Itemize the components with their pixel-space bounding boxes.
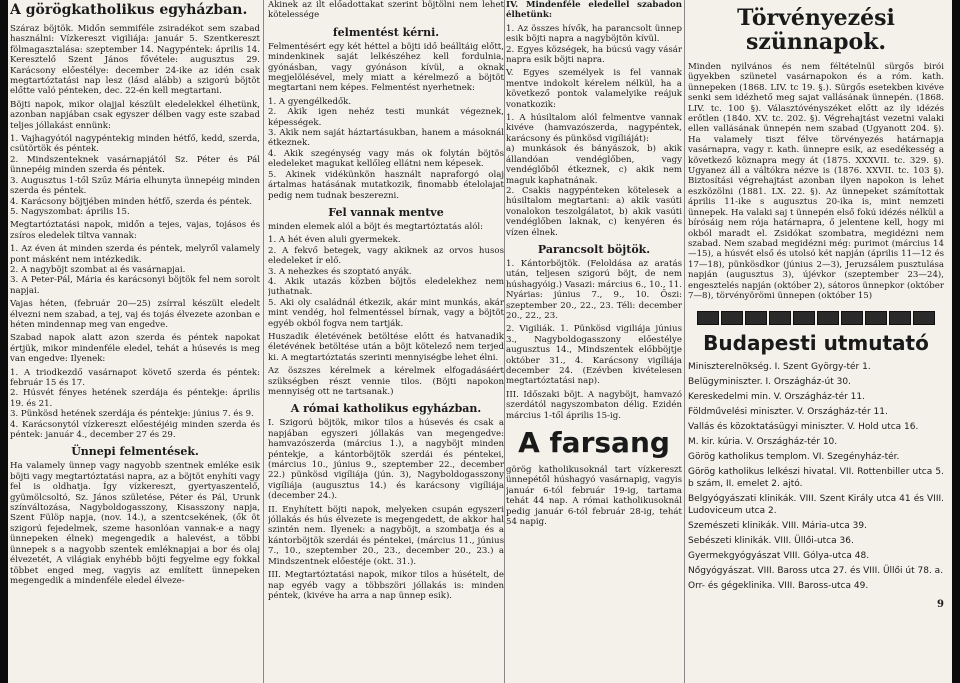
page-number: 9 xyxy=(937,599,944,611)
paragraph-seasonal-fast: III. Időszaki böjt. A nagyböjt, hamvazó szerdától nagyszombaton délig. Ezidén március 1-től április 15-ig. xyxy=(506,389,682,421)
column-dispensations xyxy=(268,0,504,683)
decorative-square xyxy=(697,311,719,325)
paragraph-requests-note: Az öszszes kérelmek a kérelmek elfogadásáért szükségben részt vennie tilos. (Böjti napokon mennyiség ott ne tartsanak.) xyxy=(268,366,504,397)
list-item: 3. Pünkösd hetének szerdája és péntekje: június 7. és 9. xyxy=(10,409,254,420)
directory-entry: Vallás és közoktatásügyi miniszter. V. Hold utca 16. xyxy=(688,422,919,433)
list-item: 5. Nagyszombat: április 15. xyxy=(10,206,130,217)
directory-entry: Földművelési miniszter. V. Országház-tér 11. xyxy=(688,407,888,418)
list-item: 2. Akik igen nehéz testi munkát végeznek, képességek. xyxy=(268,107,504,128)
list-item: 1. A hét éven aluli gyermekek. xyxy=(268,235,401,246)
list-item: 2. A nagyböjt szombat ai és vasárnapjai. xyxy=(10,264,186,275)
directory-entry: Sebészeti klinikák. VIII. Üllői-utca 36. xyxy=(688,536,854,547)
section-heading-request-dispensation: felmentést kérni. xyxy=(332,25,440,39)
paragraph-dry-fasts: Száraz böjtök. Midőn semmiféle zsiradékot sem szabad használni: Vízkereszt vigiliája: január 5. Szentkereszt fölmagasztalása: szeptember 14. Nagypéntek: április 14. Keresztelő Szent János fővétele: augusztus 29. Karácsony előestélye: december 24-ike az idén csak megtartóztatási nap lesz (lásd alább) a szigorú böjtöt előtte való pénteken, dec. 22-én kell megtartani. xyxy=(10,24,260,97)
section-heading-prescribed-fasts: Parancsolt böjtök. xyxy=(537,242,651,256)
decorative-square xyxy=(721,311,743,325)
paragraph-butter-week: Vajas héten, (február 20—25) zsírral készült eledelt élvezni nem szabad, a tej, vaj és tojás élvezete azonban e héten mindennap meg van engedve. xyxy=(10,299,260,330)
list-item: 5. Aki oly családnál étkezik, akár mint munkás, akár mint vendég, hol felmentéssel bírnak, vagy a böjtöt egyéb okból fogva nem tartják. xyxy=(268,297,504,329)
list-item: 4. Karácsony böjtjében minden hétfő, szerda és péntek. xyxy=(10,196,253,207)
list-item: 3. A Peter-Pál, Mária és karácsonyi böjtök fel nem sorolt napjai. xyxy=(10,275,260,296)
list-exempt xyxy=(268,235,504,329)
paragraph-mitigated-fasts: II. Enyhített böjti napok, melyeken csupán egyszeri jóllakás és hús élvezete is megengedett, de akkor hal szintén nem. Ilyenek: a nagyböjt, a szombatja és a kántorböjtök szerdái és péntekei, (március 11., június 7., 10., szeptember 20., 23., december 20., 23.) a Mindszentnek előestéje (okt. 31.). xyxy=(268,504,504,567)
directory-entry: Kereskedelmi min. V. Országház-tér 11. xyxy=(688,392,865,403)
list-item: 4. Karácsonytól vízkereszt előestéjéig minden szerda és péntek: január 4., december 27 és 29. xyxy=(10,419,260,441)
column-court-holidays xyxy=(688,0,944,683)
list-item: 1. Az összes hívők, ha parancsolt ünnep esik böjti napra a nagyböjtön kívül. xyxy=(506,23,682,45)
list-item: 2. Mindszenteknek vasárnapjától Sz. Péter és Pál ünnepéig minden szerda és péntek. xyxy=(10,154,260,176)
list-eligible xyxy=(268,97,504,201)
column-divider xyxy=(263,0,264,683)
directory-entry: Belügyminiszter. I. Országház-út 30. xyxy=(688,377,851,388)
list-item: 1. Az éven át minden szerda és péntek, melyről valamely pont másként nem intézkedik. xyxy=(10,244,260,265)
column-divider xyxy=(504,0,505,683)
column-divider xyxy=(684,0,685,683)
list-item: 1. A húsiltalom alól felmentve vannak kivéve (hamvazószerda, nagypéntek, karácsony és pünkösd vigíliáját): xyxy=(506,113,682,144)
list-item: 2. A fekvő betegek, vagy akiknek az orvos husos eledeleket ír elő. xyxy=(268,245,504,267)
list-fast-days xyxy=(10,134,260,217)
section-heading-carnival: A farsang xyxy=(518,426,670,460)
list-item: 1. A gyengélkedők. xyxy=(268,96,352,107)
list-abstinence xyxy=(10,244,260,296)
list-individual-exemptions xyxy=(506,113,682,238)
paragraph-intro: Akinek az ilt előadottakat szerint böjtölni nem lehet kötelessége xyxy=(268,0,504,21)
decorative-square xyxy=(817,311,839,325)
paragraph-ember-days: 1. Kántorböjtök. (Feloldása az aratás után, teljesen szigorú böjt, de nem húshagyóig.) Vasazi: március 6., 10., 11. Nyárias: június 7., 9., 10. Őszi: szeptember 20., 22., 23. Téli: december 20., 22., 23. xyxy=(506,258,682,321)
directory-entry: Orr- és gégeklinika. VIII. Baross-utca 49. xyxy=(688,581,869,592)
section-title-court-holidays: Törvényezési szünnapok. xyxy=(737,5,895,55)
paragraph-court-holidays: Minden nyilvános és nem féltételnül sürgős birói ügyekben szünetel vasárnapokon és a róm. kath. ünnepeken (1868. LIV. tc 19. §.). Sürgős esetekben kivéve senki sem idézhető meg sajat vallásának ünnepén. (1868. LIV. tc. 100 §). Választóvényszéket előtt az ily idézés erőtlen (1840. XV. tc. 202. §). Végrehajtást vezetni valaki ellen vallásának ünnepén nem szabad (Ugyanott 204. §). Ha valamely tiszt félve törvényezés határnapja vasárnapra, vagy r. kath. ünnepre esik, az esedékesség a következő köznapra megy át (1875. XXXVII. tc. 329. §). Ugyanez áll a váltókra nézve is (1876. XXVII. tc. 103 §). Biztosítási végrehajtást azonban ilyen napokon is lehet eszközölni (1881. LX. 22. §). Az ünnepeket számítottak április 11-ike s augusztus 20-ika is, mint nemzeti ünnepek. Ha valaki saj t ünnepén első fokú idézés nélkül a bírósáig nem rója határnapra, ő jelentene kell, hogy mi okból maradt el. Zsidókat szombatra, megidézni nem szabad. Nem szabad megidézni még: purimot (március 14—15), a húsvét első és utolsó két napján (április 11—12 és 17—18), pünkösdkor (június 2—3), Jeruzsálem pusztulása napján (augusztus 3), újévkor (szeptember 23—24), engesztelés napján (október 2), sátoros ünnepkor (október 7—8), törvényörömi ünnepen (október 15) xyxy=(688,62,944,301)
list-free-days xyxy=(10,368,260,441)
decorative-band xyxy=(688,311,944,325)
section-heading-roman-catholic: A római katholikus egyházban. xyxy=(290,402,482,416)
list-item: 3. A nehezkes és szoptató anyák. xyxy=(268,266,412,277)
decorative-square xyxy=(745,311,767,325)
decorative-square xyxy=(841,311,863,325)
directory-entry: Belgyógyászati klinikák. VIII. Szent Király utca 41 és VIII. Ludoviceum utca 2. xyxy=(688,494,944,517)
section-title-budapest-guide: Budapesti utmutató xyxy=(703,331,929,356)
list-item: a) munkások és bányászok, b) akik állandóan vendéglőben, vagy vendéglőből étkeznek, c) akik nem maguk kaphatnának. xyxy=(506,144,682,186)
column-fasts-carnival xyxy=(506,0,682,683)
decorative-square xyxy=(793,311,815,325)
list-item: 3. Augusztus 1-től Szűz Mária elhunyta ünnepéig minden szerda és péntek. xyxy=(10,175,260,197)
decorative-square xyxy=(913,311,935,325)
right-page-edge xyxy=(952,0,960,683)
paragraph-fast-days: Böjti napok, mikor olajjal készült eledelekkel élhetünk, azonban napjában csak egyszer délben vagy este szabad teljes jóllakást ennünk: xyxy=(10,99,260,131)
decorative-square xyxy=(889,311,911,325)
list-item: 5. Akinek vidékünkön használt napraforgó olaj ártalmas hatásának mutatkozik, finomabb ételolajat pedig nem tudnak beszerezni. xyxy=(268,169,504,201)
directory-entry: Miniszterelnökség. I. Szent György-tér 1. xyxy=(688,362,871,373)
directory-entry: Nőgyógyászat. VIII. Baross utca 27. és VIII. Üllői út 78. a. xyxy=(688,566,944,577)
decorative-square xyxy=(865,311,887,325)
directory-entry: Szemészeti klinikák. VIII. Mária-utca 39. xyxy=(688,521,867,532)
list-item: 4. Akik utazás közben böjtös eledelekhez nem juthatnak. xyxy=(268,276,504,298)
paragraph-free-days: Szabad napok alatt azon szerda és péntek napokat értjük, mikor mindenféle eledel, tehát a húsevés is meg van engedve: Ilyenek: xyxy=(10,333,260,365)
paragraph-age-limits: Huszadik életévének betöltése előtt és hatvanadik életévének betöltése után a böjt kötelező nem terjed ki. A megtartóztatás szerinti mennyiségbe lehet élni. xyxy=(268,331,504,363)
paragraph-request: Felmentésért egy két héttel a böjti idő beálltáig előtt, mindenkinek saját lelkészéhez kell fordulnia, gyónásban, vagy gyónáson kívül, a oknak megjelölésével, mely miatt a kérelmező a böjtöt megtartani nem képes. Felmentést nyerhetnek: xyxy=(268,41,504,94)
section-title-greek-catholic: A görögkatholikus egyházban. xyxy=(10,2,248,18)
list-item: 2. Csakis nagypénteken kötelesek a húsiltalom megtartani: a) akik vasúti vonalokon teszolgálatot, b) akik vasúti vendéglőben laknak, c) kenyéren és vízen élnek. xyxy=(506,185,682,238)
list-free-eating xyxy=(506,24,682,66)
section-heading-holiday-dispensations: Ünnepi felmentések. xyxy=(71,445,199,459)
paragraph-free-eating: IV. Mindenféle eledellel szabadon élhetünk: xyxy=(506,0,682,21)
paragraph-individual-exemptions: V. Egyes személyek is fel vannak mentve indokolt kérelem nélkül, ha a következő pontok valamelyike reájuk vonatkozik: xyxy=(506,68,682,110)
list-item: 2. Húsvét fényes hetének szerdája és péntekje: április 19. és 21. xyxy=(10,388,260,409)
directory-entry: Görög katholikus lelkészi hivatal. VII. Rottenbiller utca 5. b szám, II. emelet 2. ajtó. xyxy=(688,467,944,490)
paragraph-vigils: 2. Vigiliák. 1. Pünkösd vigiliája június 3., Nagyboldogasszony előestélye augusztus 14., Mindszentek előbböjtje október 31., 4. Karácsony vigíliája december 24. (Ezévben kivételesen megtartóztatási nap). xyxy=(506,324,682,387)
column-greek-catholic xyxy=(10,0,260,683)
paragraph-carnival: görög katholikusoknál tart vízkereszt ünnepétől húshagyó vasárnapig, vagyis január 6-tól február 19-ig, tartama tehát 44 nap. A római katholikusoknál pedig január 6-tól február 28-ig, tehát 54 napig. xyxy=(506,465,682,528)
directory-entry: Gyermekgyógyászat VIII. Gólya-utca 48. xyxy=(688,551,870,562)
list-item: 3. Akik nem saját háztartásukban, hanem a másoknál étkeznek. xyxy=(268,128,504,149)
left-page-edge xyxy=(0,0,8,683)
paragraph-abstinence: Megtartóztatási napok, midőn a tejes, vajas, tojásos és zsíros eledelek tiltva vannak: xyxy=(10,220,260,241)
paragraph-exempt: minden elemek alól a böjt és megtartóztatás alól: xyxy=(268,221,484,232)
paragraph-abstinence-days: III. Megtartóztatási napok, mikor tilos a húsételt, de nap egyéb vagy a többszöri jóllakás is: minden péntek, (kivéve ha arra a nap ünnep esik). xyxy=(268,570,504,601)
list-item: 4. Akik szegénység vagy más ok folytán böjtös eledeleket magukat kellőleg ellátni nem képesek. xyxy=(268,148,504,170)
paragraph-holiday-dispensations: Ha valamely ünnep vagy nagyobb szentnek emléke esik böjti vagy megtartóztatási napra, az a böjtöt enyhíti vagy fel is oldhatja. Így vízkereszt, gyertyaszentelő, gyümölcsoltó, Sz. János születése, Péter és Pál, Urunk színváltozása, Nagyboldogasszony, Kisasszony napja, Szent Fülöp napja, (nov. 14.), a szentcsekének, (ők öt szigorú fejedelmek, szeme hasonlóan vannak-e a nagy ünnepeken élnek) megengedik a halevést, a többi ünnepek s a nagyobb szentek emléknapjai a bor és olaj élvezetét, A világiak enyhébb böjti fegyelme egy fokkal többet enged meg, vagyis az említett ünnepeken megengedik a mindenféle eledel élveze- xyxy=(10,461,260,586)
list-item: 1. Vajhagyótól nagypéntekig minden hétfő, kedd, szerda, csütörtök és péntek. xyxy=(10,134,260,155)
list-item: 1. A triodkezdő vasárnapot követő szerda és péntek: február 15 és 17. xyxy=(10,367,260,388)
decorative-square xyxy=(769,311,791,325)
section-heading-exempt: Fel vannak mentve xyxy=(328,205,444,219)
paragraph-strict-fasts: I. Szigorú böjtök, mikor tilos a húsevés és csak a napjában egyszeri jóllakás van megengedve: hamvazószerda (március 1.), a nagyböjt minden péntekje, a kántorböjtök szerdái és péntekei, (március 10., június 9., szeptember 22., december 22.) pünkösd vigíliája (jún. 3), Nagyboldogasszony vigíliája (augusztus 14.) és karácsony vigíliája (december 24.). xyxy=(268,418,504,502)
directory-entry: M. kir. kúria. V. Országház-tér 10. xyxy=(688,437,838,448)
list-item: 2. Egyes községek, ha búcsú vagy vásár napra esik böjti napra. xyxy=(506,44,682,66)
directory-entry: Görög katholikus templom. VI. Szegényház-tér. xyxy=(688,452,900,463)
